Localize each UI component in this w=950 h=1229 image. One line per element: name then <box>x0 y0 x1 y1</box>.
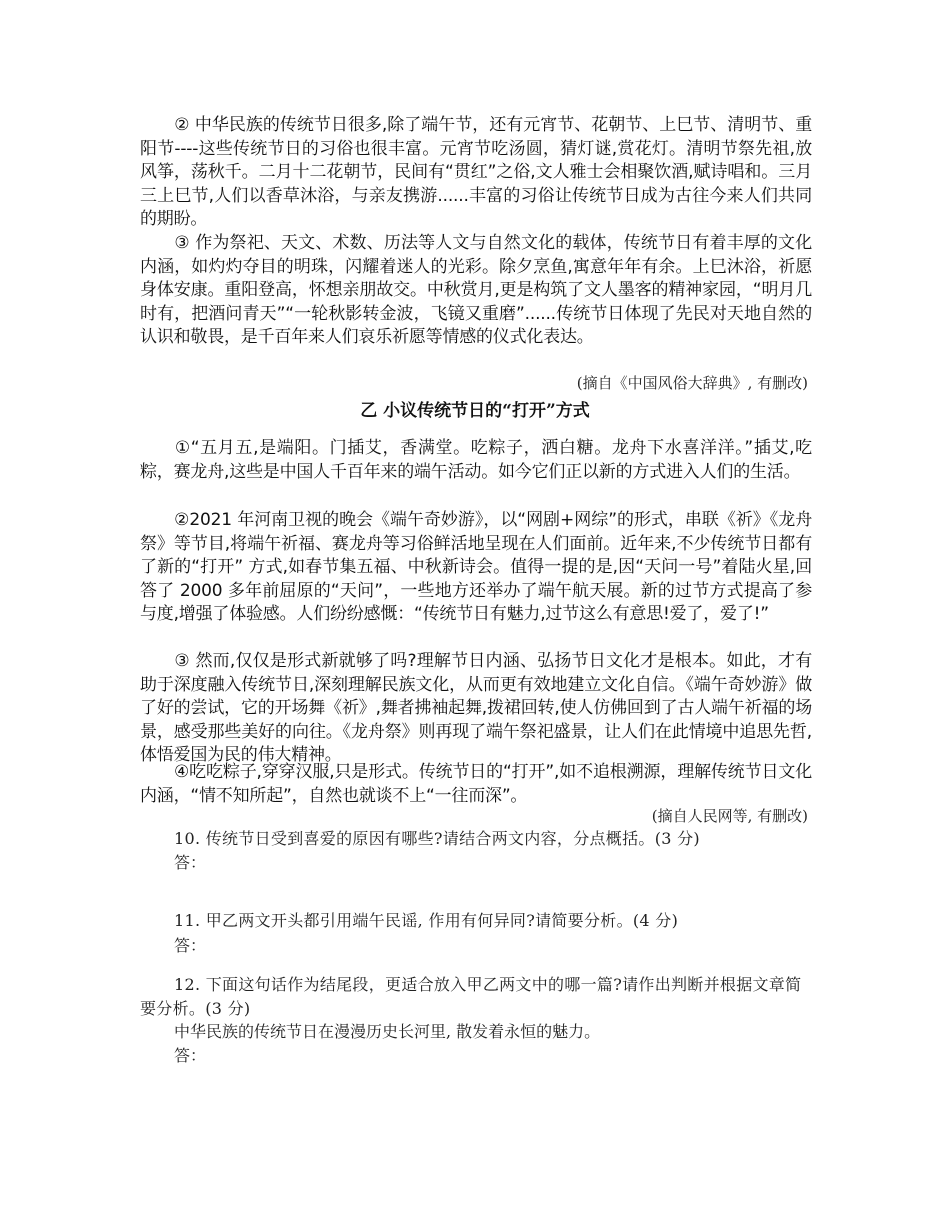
passage-jia-paragraph-3 <box>140 232 812 350</box>
passage-yi-paragraph-4 <box>140 761 812 808</box>
question-12-text: 12. 下面这句话作为结尾段，更适合放入甲乙两文中的哪一篇?请作出判断并根据文章简要分析。(3 分) <box>140 975 802 1018</box>
question-10 <box>140 827 812 851</box>
question-11-text: 11. 甲乙两文开头都引用端午民谣, 作用有何异同?请简要分析。(4 分) <box>174 911 679 930</box>
passage-yi-title: 乙 小议传统节日的“打开”方式 <box>360 401 590 421</box>
passage-jia-source: (摘自《中国风俗大辞典》, 有删改) <box>576 374 808 392</box>
question-12 <box>140 973 812 1020</box>
question-10-answer-label: 答： <box>174 853 207 872</box>
passage-yi-paragraph-1-text: ①“五月五,是端阳。门插艾，香满堂。吃粽子，洒白糖。龙舟下水喜洋洋。”插艾,吃粽，赛龙舟,这些是中国人千百年来的端午活动。如今它们正以新的方式进入人们的生活。 <box>140 438 812 482</box>
question-11-answer-label: 答： <box>174 936 207 955</box>
passage-yi-source: (摘自人民网等, 有删改) <box>651 807 808 825</box>
question-12-answer-label: 答： <box>174 1046 207 1065</box>
passage-jia-paragraph-2-text: ② 中华民族的传统节日很多,除了端午节，还有元宵节、花朝节、上巳节、清明节、重阳节----这些传统节日的习俗也很丰富。元宵节吃汤圆，猜灯谜,赏花灯。清明节祭先祖,放风筝，荡秋千。二月十二花朝节，民间有“贯红”之俗,文人雅士会相聚饮酒,赋诗唱和。三月三上巳节,人们以香草沐浴，与亲友携游......丰富的习俗让传统节日成为古往今来人们共同的期盼。 <box>140 115 812 229</box>
question-11 <box>140 909 812 933</box>
question-12-sentence: 中华民族的传统节日在漫漫历史长河里, 散发着永恒的魅力。 <box>174 1022 601 1041</box>
passage-yi-paragraph-3-text: ③ 然而,仅仅是形式新就够了吗?理解节日内涵、弘扬节日文化才是根本。如此，才有助于深度融入传统节日,深刻理解民族文化，从而更有效地建立文化自信。《端午奇妙游》做了好的尝试，它的开场舞《祈》,舞者拂袖起舞,拨裙回转,使人仿佛回到了古人端午祈福的场景，感受那些美好的向往。《龙舟祭》则再现了端午祭祀盛景，让人们在此情境中追思先哲,体悟爱国为民的伟大精神。 <box>140 651 812 765</box>
passage-yi-paragraph-4-text: ④吃吃粽子,穿穿汉服,只是形式。传统节日的“打开”,如不追根溯源，理解传统节日文化内涵，“情不知所起”，自然也就谈不上“一往而深”。 <box>140 762 812 806</box>
passage-yi-paragraph-2-text: ②2021 年河南卫视的晚会《端午奇妙游》，以“网剧+网综”的形式，串联《祈》《龙舟祭》等节目,将端午祈福、赛龙舟等习俗鲜活地呈现在人们面前。近年来,不少传统节日都有了新的“打开” 方式,如春节集五福、中秋新诗会。值得一提的是,因“天问一号”着陆火星,回答了 2000 多年前屈原的“天问”，一些地方还举办了端午航天展。新的过节方式提高了参与度,增强了体验感。人们纷纷感慨：“传统节日有魅力,过节这么有意思!爱了，爱了!” <box>140 510 812 624</box>
question-10-text: 10. 传统节日受到喜爱的原因有哪些?请结合两文内容，分点概括。(3 分) <box>174 829 700 848</box>
passage-jia-paragraph-2 <box>140 114 812 232</box>
passage-jia-paragraph-3-text: ③ 作为祭祀、天文、术数、历法等人文与自然文化的载体，传统节日有着丰厚的文化内涵，如灼灼夺目的明珠，闪耀着迷人的光彩。除夕烹鱼,寓意年年有余。上巳沐浴，祈愿身体安康。重阳登高，怀想亲朋故交。中秋赏月,更是构筑了文人墨客的精神家园，“明月几时有，把酒问青天”“一轮秋影转金波，飞镜又重磨”......传统节日体现了先民对天地自然的认识和敬畏，是千百年来人们哀乐祈愿等情感的仪式化表达。 <box>140 233 812 347</box>
passage-yi-paragraph-2 <box>140 509 812 627</box>
passage-yi-paragraph-1 <box>140 437 812 484</box>
passage-yi-paragraph-3 <box>140 650 812 768</box>
